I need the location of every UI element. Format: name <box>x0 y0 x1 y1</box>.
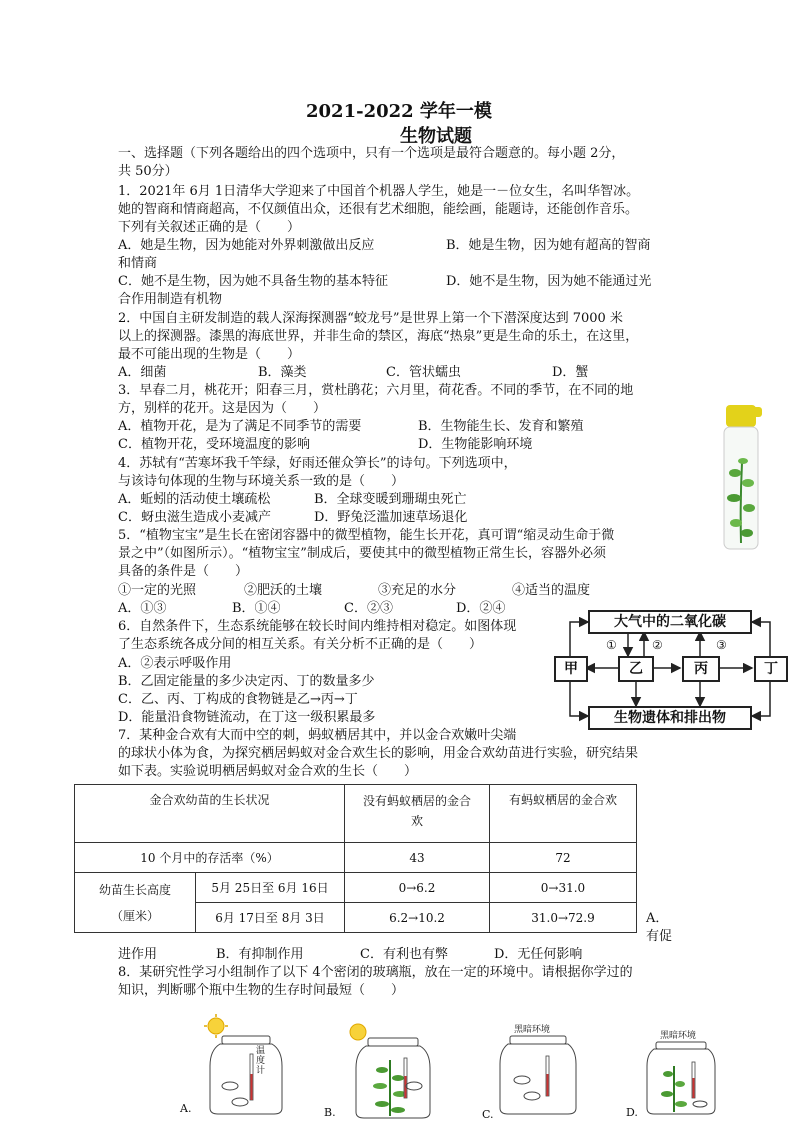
q7-text: 的球状小体为食，为探究栖居蚂蚁对金合欢生长的影响，用金合欢幼苗进行实验，研究结果 <box>118 746 639 761</box>
q1-option-b[interactable]: B．她是生物，因为她有超高的智商 <box>446 238 651 253</box>
q2-text: 2．中国自主研发制造的载人深海探测器“蛟龙号”是世界上第一个下潜深度达到 7000 米 <box>118 311 623 326</box>
table-row-label <box>75 873 196 933</box>
q7-text: 如下表。实验说明栖居蚂蚁对金合欢的生长（ ） <box>118 764 418 779</box>
q5-condition: ②肥沃的土壤 <box>244 583 323 598</box>
q7-option-a-cont: 进作用 <box>118 947 158 962</box>
q3-option-a[interactable]: A．植物开花，是为了满足不同季节的需要 <box>118 419 362 434</box>
diagram-label-1: ① <box>606 638 617 652</box>
q4-text: 与该诗句体现的生物与环境关系一致的是（ ） <box>118 474 405 489</box>
table-cell: 31.0→72.9 <box>490 903 637 933</box>
jar-c-label: C. <box>482 1108 494 1121</box>
thermometer-label: 温度计 <box>256 1046 266 1076</box>
diagram-remains-box: 生物遗体和排出物 <box>588 706 752 730</box>
q8-text: 8．某研究性学习小组制作了以下 4个密闭的玻璃瓶，放在一定的环境中。请根据你学过的 <box>118 965 633 980</box>
plant-bottle-image <box>718 403 766 553</box>
page-title: 2021-2022 学年一模 <box>306 101 492 122</box>
q1-text: 下列有关叙述正确的是（ ） <box>118 220 301 235</box>
jar-a-label: A. <box>180 1102 192 1115</box>
table-cell: 43 <box>345 843 490 873</box>
q5-condition: ③充足的水分 <box>378 583 457 598</box>
q5-option-d[interactable]: D．②④ <box>456 601 506 616</box>
q6-option-c[interactable]: C．乙、丙、丁构成的食物链是乙→丙→丁 <box>118 692 358 707</box>
q5-condition: ①一定的光照 <box>118 583 197 598</box>
jar-b-label: B. <box>324 1106 336 1119</box>
jar-a-image <box>196 1014 296 1118</box>
q3-option-c[interactable]: C．植物开花，受环境温度的影响 <box>118 437 310 452</box>
table-cell: 0→31.0 <box>490 873 637 903</box>
diagram-node-jia: 甲 <box>554 656 588 682</box>
table-header-no-ants <box>345 785 490 843</box>
diagram-node-bing: 丙 <box>682 656 720 682</box>
q1-text: 1．2021年 6月 1日清华大学迎来了中国首个机器人学生，她是一－位女生，名叫华智冰。 <box>118 184 640 199</box>
table-row-label: 10 个月中的存活率（%） <box>75 843 345 873</box>
q6-option-d[interactable]: D．能量沿食物链流动，在丁这一级积累最多 <box>118 710 376 725</box>
q6-text: 了生态系统各成分间的相互关系。有关分析不正确的是（ ） <box>118 637 483 652</box>
q7-option-d[interactable]: D．无任何影响 <box>494 947 583 962</box>
q4-option-a[interactable]: A．蚯蚓的活动使土壤疏松 <box>118 492 271 507</box>
q1-option-a[interactable]: A．她是生物，因为她能对外界刺激做出反应 <box>118 238 375 253</box>
q5-option-c[interactable]: C．②③ <box>344 601 393 616</box>
q5-option-b[interactable]: B．①④ <box>232 601 281 616</box>
sun-icon <box>350 1024 366 1040</box>
table-cell: 6.2→10.2 <box>345 903 490 933</box>
table-cell: 72 <box>490 843 637 873</box>
jar-c-dark-label: 黑暗环境 <box>514 1025 551 1035</box>
q5-condition: ④适当的温度 <box>512 583 591 598</box>
table-height-unit: （厘米） <box>110 908 159 923</box>
q6-option-b[interactable]: B．乙固定能量的多少决定丙、丁的数量多少 <box>118 674 375 689</box>
q1-option-b-cont: 和情商 <box>118 256 158 271</box>
q5-text: 具备的条件是（ ） <box>118 564 249 579</box>
q5-option-a[interactable]: A．①③ <box>118 601 167 616</box>
q7-option-b[interactable]: B．有抑制作用 <box>216 947 304 962</box>
q3-option-b[interactable]: B．生物能生长、发育和繁殖 <box>418 419 584 434</box>
table-period: 5月 25日至 6月 16日 <box>196 873 345 903</box>
table-cell: 0→6.2 <box>345 873 490 903</box>
table-period: 6月 17日至 8月 3日 <box>196 903 345 933</box>
sun-icon <box>208 1018 224 1034</box>
q6-text: 6．自然条件下，生态系统能够在较长时间内维持相对稳定。如图体现 <box>118 619 517 634</box>
q2-option-b[interactable]: B．藻类 <box>258 365 307 380</box>
section-instructions-cont: 共 50分） <box>118 164 178 179</box>
q5-text: 5．“植物宝宝”是生长在密闭容器中的微型植物，能生长开花，真可谓“缩灵动生命于微 <box>118 528 615 543</box>
q4-option-c[interactable]: C．蚜虫滋生造成小麦减产 <box>118 510 271 525</box>
table-header-status: 金合欢幼苗的生长状况 <box>75 785 345 843</box>
q1-option-d-cont: 合作用制造有机物 <box>118 292 223 307</box>
table-header-with-ants: 有蚂蚁栖居的金合欢 <box>490 785 637 843</box>
results-table <box>74 784 637 933</box>
jar-c-image <box>496 1034 582 1116</box>
q4-text: 4．苏轼有“苦寒坏我千竿绿，好雨还催众笋长”的诗句。下列选项中， <box>118 456 517 471</box>
table-height-label: 幼苗生长高度 <box>98 882 171 897</box>
jar-d-dark-label: 黑暗环境 <box>660 1031 697 1041</box>
q7-option-a-cont: 有促 <box>646 929 673 944</box>
q4-option-d[interactable]: D．野兔泛滥加速草场退化 <box>314 510 468 525</box>
section-instructions: 一、选择题（下列各题给出的四个选项中，只有一个选项是最符合题意的。每小题 2分， <box>118 146 625 161</box>
page-subtitle: 生物试题 <box>400 126 472 147</box>
q1-option-d[interactable]: D．她不是生物，因为她不能通过光 <box>446 274 652 289</box>
q3-text: 方，别样的花开。这是因为（ ） <box>118 401 327 416</box>
jar-d-image <box>644 1040 720 1116</box>
q5-text: 景之中”（如图所示）。“植物宝宝”制成后，要使其中的微型植物正常生长，容器外必须 <box>118 546 606 561</box>
diagram-co2-box: 大气中的二氧化碳 <box>588 610 752 634</box>
jar-d-label: D. <box>626 1106 638 1119</box>
q2-text: 最不可能出现的生物是（ ） <box>118 347 301 362</box>
table-header-no-ants-line2: 欢 <box>410 814 423 828</box>
q3-text: 3．早春二月，桃花开；阳春三月，赏杜鹃花；六月里，荷花香。不同的季节，在不同的地 <box>118 383 634 398</box>
diagram-node-yi: 乙 <box>618 656 654 682</box>
q7-option-c[interactable]: C．有利也有弊 <box>360 947 448 962</box>
q2-option-c[interactable]: C．管状蠕虫 <box>386 365 461 380</box>
q7-text: 7．某种金合欢有大而中空的刺，蚂蚁栖居其中，并以金合欢嫩叶尖端 <box>118 728 517 743</box>
q2-text: 以上的探测器。漆黑的海底世界，并非生命的禁区，海底“热泉”更是生命的乐土，在这里， <box>118 329 639 344</box>
q6-option-a[interactable]: A．②表示呼吸作用 <box>118 656 232 671</box>
q8-text: 知识，判断哪个瓶中生物的生存时间最短（ ） <box>118 983 405 998</box>
diagram-label-2: ② <box>652 638 663 652</box>
q4-option-b[interactable]: B．全球变暖到珊瑚虫死亡 <box>314 492 467 507</box>
table-header-no-ants-line1: 没有蚂蚁栖居的金合 <box>362 794 471 808</box>
q3-option-d[interactable]: D．生物能影响环境 <box>418 437 533 452</box>
diagram-node-ding: 丁 <box>754 656 788 682</box>
q2-option-a[interactable]: A．细菌 <box>118 365 167 380</box>
q1-text: 她的智商和情商超高，不仅颜值出众，还很有艺术细胞，能绘画，能题诗，还能创作音乐。 <box>118 202 639 217</box>
q7-option-a[interactable]: A． <box>646 911 669 926</box>
jar-b-image <box>340 1020 440 1120</box>
q1-option-c[interactable]: C．她不是生物，因为她不具备生物的基本特征 <box>118 274 388 289</box>
ecosystem-diagram <box>552 606 788 730</box>
diagram-label-3: ③ <box>716 638 727 652</box>
q2-option-d[interactable]: D．蟹 <box>552 365 589 380</box>
